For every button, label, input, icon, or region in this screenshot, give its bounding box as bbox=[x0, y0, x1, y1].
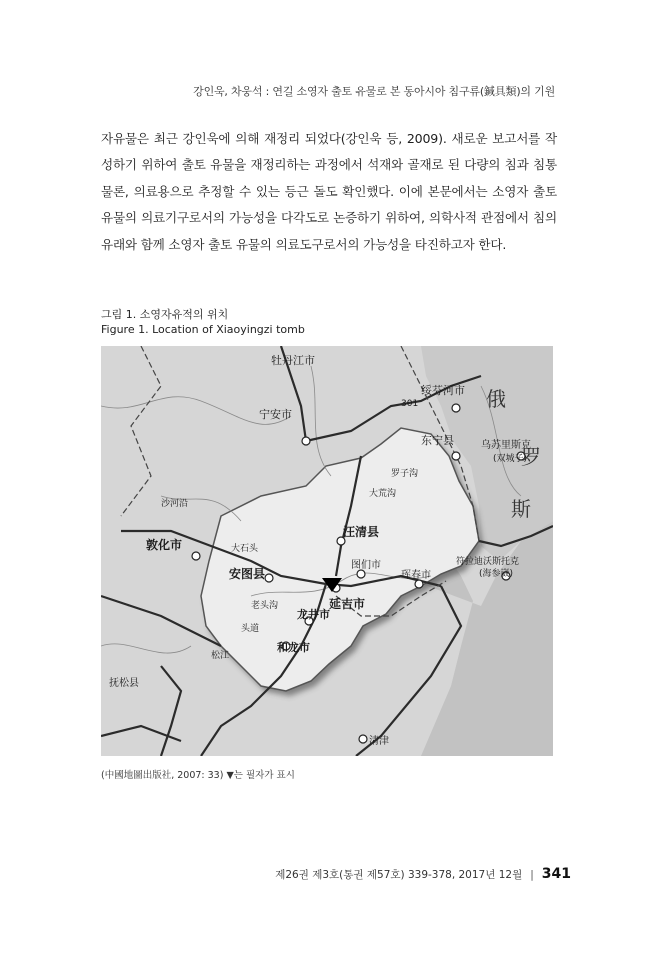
label-russia-3: 斯 bbox=[511, 497, 531, 521]
label-luozigou: 罗子沟 bbox=[391, 469, 419, 479]
label-helongcun: 老头沟 bbox=[251, 601, 279, 611]
label-toudao: 头道 bbox=[241, 624, 260, 634]
footer-separator: | bbox=[530, 869, 534, 881]
label-dongning: 东宁县 bbox=[421, 434, 454, 447]
label-baoqiao: 大荒沟 bbox=[369, 489, 397, 499]
label-antu: 安图县 bbox=[229, 567, 266, 581]
label-baishan: 松江 bbox=[211, 651, 230, 661]
label-dunhua: 敦化市 bbox=[146, 538, 183, 552]
running-head: 강인욱, 차웅석 : 연길 소영자 출토 유물로 본 동아시아 침구류(鍼具類)의 기원 bbox=[193, 85, 555, 98]
figure-source-note: (中國地圖出版社, 2007: 33) ▼는 필자가 표시 bbox=[101, 770, 295, 781]
label-mudanjiang: 牡丹江市 bbox=[271, 354, 315, 367]
label-ussuriysk: 乌苏里斯克 bbox=[481, 440, 531, 451]
map-graphic bbox=[101, 346, 553, 756]
label-vladivostok: 符拉迪沃斯托克 bbox=[456, 557, 520, 567]
label-shaheyan: 沙河沿 bbox=[161, 499, 189, 509]
label-tumen: 图们市 bbox=[351, 560, 381, 571]
label-longjing: 龙井市 bbox=[297, 608, 330, 621]
page-number: 341 bbox=[541, 866, 571, 882]
label-russia-2: 罗 bbox=[521, 445, 541, 469]
label-hunchun: 珲春市 bbox=[401, 570, 431, 581]
label-ussuriysk-sub: (双城子) bbox=[493, 454, 528, 464]
body-paragraph: 자유물은 최근 강인욱에 의해 재정리 되었다(강인욱 등, 2009). 새로운 보고서를 작성하기 위하여 출토 유물을 재정리하는 과정에서 석재와 골재로 된 다량의 침과 침통 물론, 의료용으로 추정할 수 있는 등근 돌도 확인했다. 이에 본문에서는 소영자 출토 유물의 의료기구로서의 가능성을 다각도로 논증하기 위하여, 의학사적 관점에서 침의 유래와 함께 소영자 출토 유물의 의료도구로서의 가능성을 타진하고자 한다. bbox=[101, 131, 557, 252]
location-map bbox=[101, 346, 553, 756]
label-ningan: 宁安市 bbox=[259, 408, 292, 421]
label-yanji: 延吉市 bbox=[329, 597, 366, 611]
label-cheongjin: 清津 bbox=[369, 736, 389, 747]
figure-caption-korean: 그림 1. 소영자유적의 위치 bbox=[101, 308, 229, 321]
label-wangqing: 汪清县 bbox=[343, 525, 380, 539]
label-russia-1: 俄 bbox=[486, 387, 506, 411]
page-footer bbox=[275, 866, 571, 882]
label-fusong: 抚松县 bbox=[109, 678, 139, 689]
label-helong: 和龙市 bbox=[277, 641, 310, 654]
label-suifenhe: 绥芬河市 bbox=[421, 384, 465, 397]
label-haishenwai: (海参崴) bbox=[479, 569, 514, 579]
body-text bbox=[101, 126, 557, 258]
journal-citation: 제26권 제3호(통권 제57호) 339-378, 2017년 12월 bbox=[275, 869, 523, 881]
label-route-301: 301 bbox=[401, 399, 419, 409]
label-dashitou: 大石头 bbox=[231, 544, 259, 554]
figure-caption-english: Figure 1. Location of Xiaoyingzi tomb bbox=[101, 323, 305, 336]
